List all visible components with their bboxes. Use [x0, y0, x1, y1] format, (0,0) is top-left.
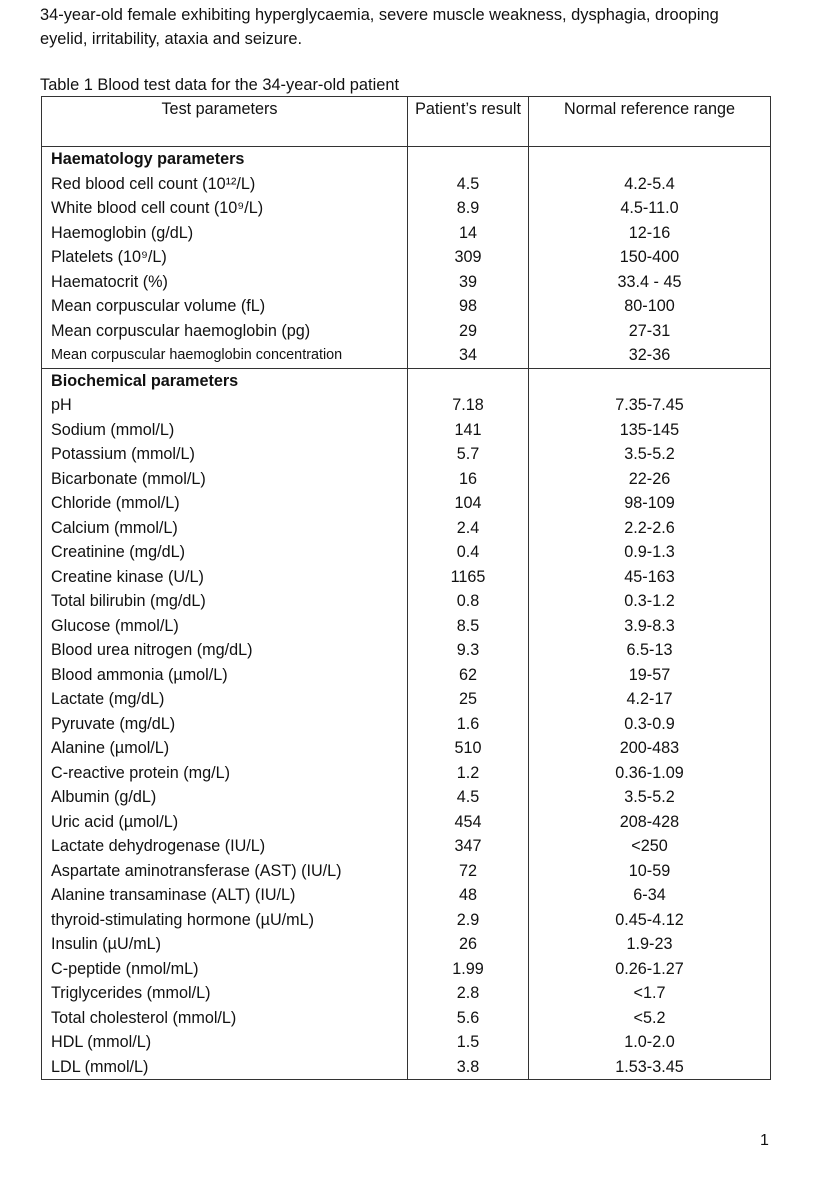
- patient-result: 14: [408, 221, 529, 246]
- parameter-name: Lactate dehydrogenase (IU/L): [42, 834, 408, 859]
- patient-result: 3.8: [408, 1055, 529, 1080]
- reference-range: 19-57: [529, 663, 771, 688]
- section-header-row: [42, 147, 771, 172]
- parameter-name: Alanine (µmol/L): [42, 736, 408, 761]
- table-row: [42, 834, 771, 859]
- table-row: [42, 418, 771, 443]
- parameter-name: Calcium (mmol/L): [42, 516, 408, 541]
- parameter-name: Red blood cell count (10¹²/L): [42, 172, 408, 197]
- reference-range: 45-163: [529, 565, 771, 590]
- table-row: [42, 736, 771, 761]
- parameter-name: HDL (mmol/L): [42, 1030, 408, 1055]
- table-row: [42, 540, 771, 565]
- table-row: [42, 294, 771, 319]
- parameter-name: Alanine transaminase (ALT) (IU/L): [42, 883, 408, 908]
- table-row: [42, 270, 771, 295]
- page-number: 1: [760, 1132, 769, 1149]
- patient-result: 2.9: [408, 908, 529, 933]
- parameter-name: Triglycerides (mmol/L): [42, 981, 408, 1006]
- table-row: [42, 393, 771, 418]
- table-row: [42, 516, 771, 541]
- patient-result: 48: [408, 883, 529, 908]
- table-row: [42, 565, 771, 590]
- header-patient-result: Patient’s result: [408, 97, 529, 147]
- empty-cell: [408, 368, 529, 393]
- blood-test-table: [41, 96, 771, 1080]
- patient-result: 309: [408, 245, 529, 270]
- patient-result: 1.2: [408, 761, 529, 786]
- reference-range: 0.26-1.27: [529, 957, 771, 982]
- parameter-name: Glucose (mmol/L): [42, 614, 408, 639]
- patient-result: 1165: [408, 565, 529, 590]
- table-row: [42, 1030, 771, 1055]
- patient-result: 39: [408, 270, 529, 295]
- table-row: [42, 196, 771, 221]
- reference-range: 22-26: [529, 467, 771, 492]
- reference-range: 1.9-23: [529, 932, 771, 957]
- section-title: Haematology parameters: [42, 147, 408, 172]
- patient-result: 9.3: [408, 638, 529, 663]
- patient-result: 0.8: [408, 589, 529, 614]
- parameter-name: thyroid-stimulating hormone (µU/mL): [42, 908, 408, 933]
- parameter-name: C-peptide (nmol/mL): [42, 957, 408, 982]
- patient-result: 1.5: [408, 1030, 529, 1055]
- table-row: [42, 932, 771, 957]
- parameter-name: Creatine kinase (U/L): [42, 565, 408, 590]
- reference-range: 1.53-3.45: [529, 1055, 771, 1080]
- patient-result: 25: [408, 687, 529, 712]
- table-row: [42, 245, 771, 270]
- reference-range: 32-36: [529, 343, 771, 368]
- reference-range: 27-31: [529, 319, 771, 344]
- table-row: [42, 467, 771, 492]
- parameter-name: Creatinine (mg/dL): [42, 540, 408, 565]
- table-row: [42, 687, 771, 712]
- reference-range: 1.0-2.0: [529, 1030, 771, 1055]
- parameter-name: Haematocrit (%): [42, 270, 408, 295]
- table-row: [42, 491, 771, 516]
- reference-range: 6-34: [529, 883, 771, 908]
- parameter-name: Sodium (mmol/L): [42, 418, 408, 443]
- patient-result: 2.8: [408, 981, 529, 1006]
- reference-range: 4.2-17: [529, 687, 771, 712]
- parameter-name: pH: [42, 393, 408, 418]
- parameter-name: Uric acid (µmol/L): [42, 810, 408, 835]
- patient-result: 104: [408, 491, 529, 516]
- patient-result: 98: [408, 294, 529, 319]
- patient-result: 2.4: [408, 516, 529, 541]
- parameter-name: Bicarbonate (mmol/L): [42, 467, 408, 492]
- table-row: [42, 761, 771, 786]
- reference-range: 4.5-11.0: [529, 196, 771, 221]
- patient-result: 0.4: [408, 540, 529, 565]
- reference-range: 6.5-13: [529, 638, 771, 663]
- table-row: [42, 712, 771, 737]
- reference-range: 3.5-5.2: [529, 785, 771, 810]
- table-row: [42, 1055, 771, 1080]
- reference-range: 0.3-0.9: [529, 712, 771, 737]
- table-row: [42, 442, 771, 467]
- table-row: [42, 957, 771, 982]
- table-row: [42, 1006, 771, 1031]
- patient-result: 34: [408, 343, 529, 368]
- parameter-name: Potassium (mmol/L): [42, 442, 408, 467]
- parameter-name: Blood urea nitrogen (mg/dL): [42, 638, 408, 663]
- parameter-name: Mean corpuscular volume (fL): [42, 294, 408, 319]
- section-title: Biochemical parameters: [42, 368, 408, 393]
- table-row: [42, 343, 771, 368]
- reference-range: 10-59: [529, 859, 771, 884]
- parameter-name: Chloride (mmol/L): [42, 491, 408, 516]
- reference-range: 4.2-5.4: [529, 172, 771, 197]
- patient-result: 347: [408, 834, 529, 859]
- header-normal-range: Normal reference range: [529, 97, 771, 147]
- reference-range: 3.5-5.2: [529, 442, 771, 467]
- patient-result: 62: [408, 663, 529, 688]
- parameter-name: White blood cell count (10⁹/L): [42, 196, 408, 221]
- parameter-name: Mean corpuscular haemoglobin concentration: [42, 343, 408, 368]
- table-row: [42, 785, 771, 810]
- parameter-name: Total cholesterol (mmol/L): [42, 1006, 408, 1031]
- parameter-name: Aspartate aminotransferase (AST) (IU/L): [42, 859, 408, 884]
- parameter-name: Platelets (10⁹/L): [42, 245, 408, 270]
- table-row: [42, 810, 771, 835]
- patient-result: 8.9: [408, 196, 529, 221]
- reference-range: 12-16: [529, 221, 771, 246]
- patient-result: 5.7: [408, 442, 529, 467]
- parameter-name: Lactate (mg/dL): [42, 687, 408, 712]
- reference-range: 0.36-1.09: [529, 761, 771, 786]
- reference-range: <5.2: [529, 1006, 771, 1031]
- table-row: [42, 859, 771, 884]
- patient-result: 7.18: [408, 393, 529, 418]
- patient-result: 29: [408, 319, 529, 344]
- section-header-row: [42, 368, 771, 393]
- table-row: [42, 883, 771, 908]
- table-row: [42, 319, 771, 344]
- reference-range: 33.4 - 45: [529, 270, 771, 295]
- patient-result: 141: [408, 418, 529, 443]
- reference-range: 135-145: [529, 418, 771, 443]
- reference-range: 80-100: [529, 294, 771, 319]
- patient-result: 4.5: [408, 785, 529, 810]
- patient-result: 454: [408, 810, 529, 835]
- reference-range: 0.9-1.3: [529, 540, 771, 565]
- parameter-name: Mean corpuscular haemoglobin (pg): [42, 319, 408, 344]
- parameter-name: Haemoglobin (g/dL): [42, 221, 408, 246]
- reference-range: 7.35-7.45: [529, 393, 771, 418]
- header-test-parameters: Test parameters: [42, 97, 408, 147]
- patient-result: 16: [408, 467, 529, 492]
- table-row: [42, 589, 771, 614]
- reference-range: 0.45-4.12: [529, 908, 771, 933]
- reference-range: 3.9-8.3: [529, 614, 771, 639]
- patient-result: 8.5: [408, 614, 529, 639]
- table-row: [42, 614, 771, 639]
- table-row: [42, 981, 771, 1006]
- reference-range: 208-428: [529, 810, 771, 835]
- reference-range: <1.7: [529, 981, 771, 1006]
- table-row: [42, 663, 771, 688]
- patient-result: 510: [408, 736, 529, 761]
- patient-result: 5.6: [408, 1006, 529, 1031]
- patient-result: 72: [408, 859, 529, 884]
- empty-cell: [408, 147, 529, 172]
- parameter-name: LDL (mmol/L): [42, 1055, 408, 1080]
- reference-range: 200-483: [529, 736, 771, 761]
- intro-paragraph: 34-year-old female exhibiting hyperglycaemia, severe muscle weakness, dysphagia, drooping eyelid, irritability, ataxia and seizure.: [40, 6, 719, 48]
- patient-result: 1.6: [408, 712, 529, 737]
- reference-range: 2.2-2.6: [529, 516, 771, 541]
- reference-range: 98-109: [529, 491, 771, 516]
- patient-result: 4.5: [408, 172, 529, 197]
- table-row: [42, 638, 771, 663]
- table-header-row: [42, 97, 771, 147]
- reference-range: 150-400: [529, 245, 771, 270]
- empty-cell: [529, 147, 771, 172]
- parameter-name: Total bilirubin (mg/dL): [42, 589, 408, 614]
- patient-result: 26: [408, 932, 529, 957]
- reference-range: <250: [529, 834, 771, 859]
- parameter-name: Pyruvate (mg/dL): [42, 712, 408, 737]
- table-row: [42, 908, 771, 933]
- parameter-name: C-reactive protein (mg/L): [42, 761, 408, 786]
- table-row: [42, 221, 771, 246]
- empty-cell: [529, 368, 771, 393]
- parameter-name: Blood ammonia (µmol/L): [42, 663, 408, 688]
- table-caption: Table 1 Blood test data for the 34-year-old patient: [40, 76, 400, 94]
- patient-result: 1.99: [408, 957, 529, 982]
- reference-range: 0.3-1.2: [529, 589, 771, 614]
- table-body: [42, 147, 771, 1080]
- parameter-name: Albumin (g/dL): [42, 785, 408, 810]
- parameter-name: Insulin (µU/mL): [42, 932, 408, 957]
- table-row: [42, 172, 771, 197]
